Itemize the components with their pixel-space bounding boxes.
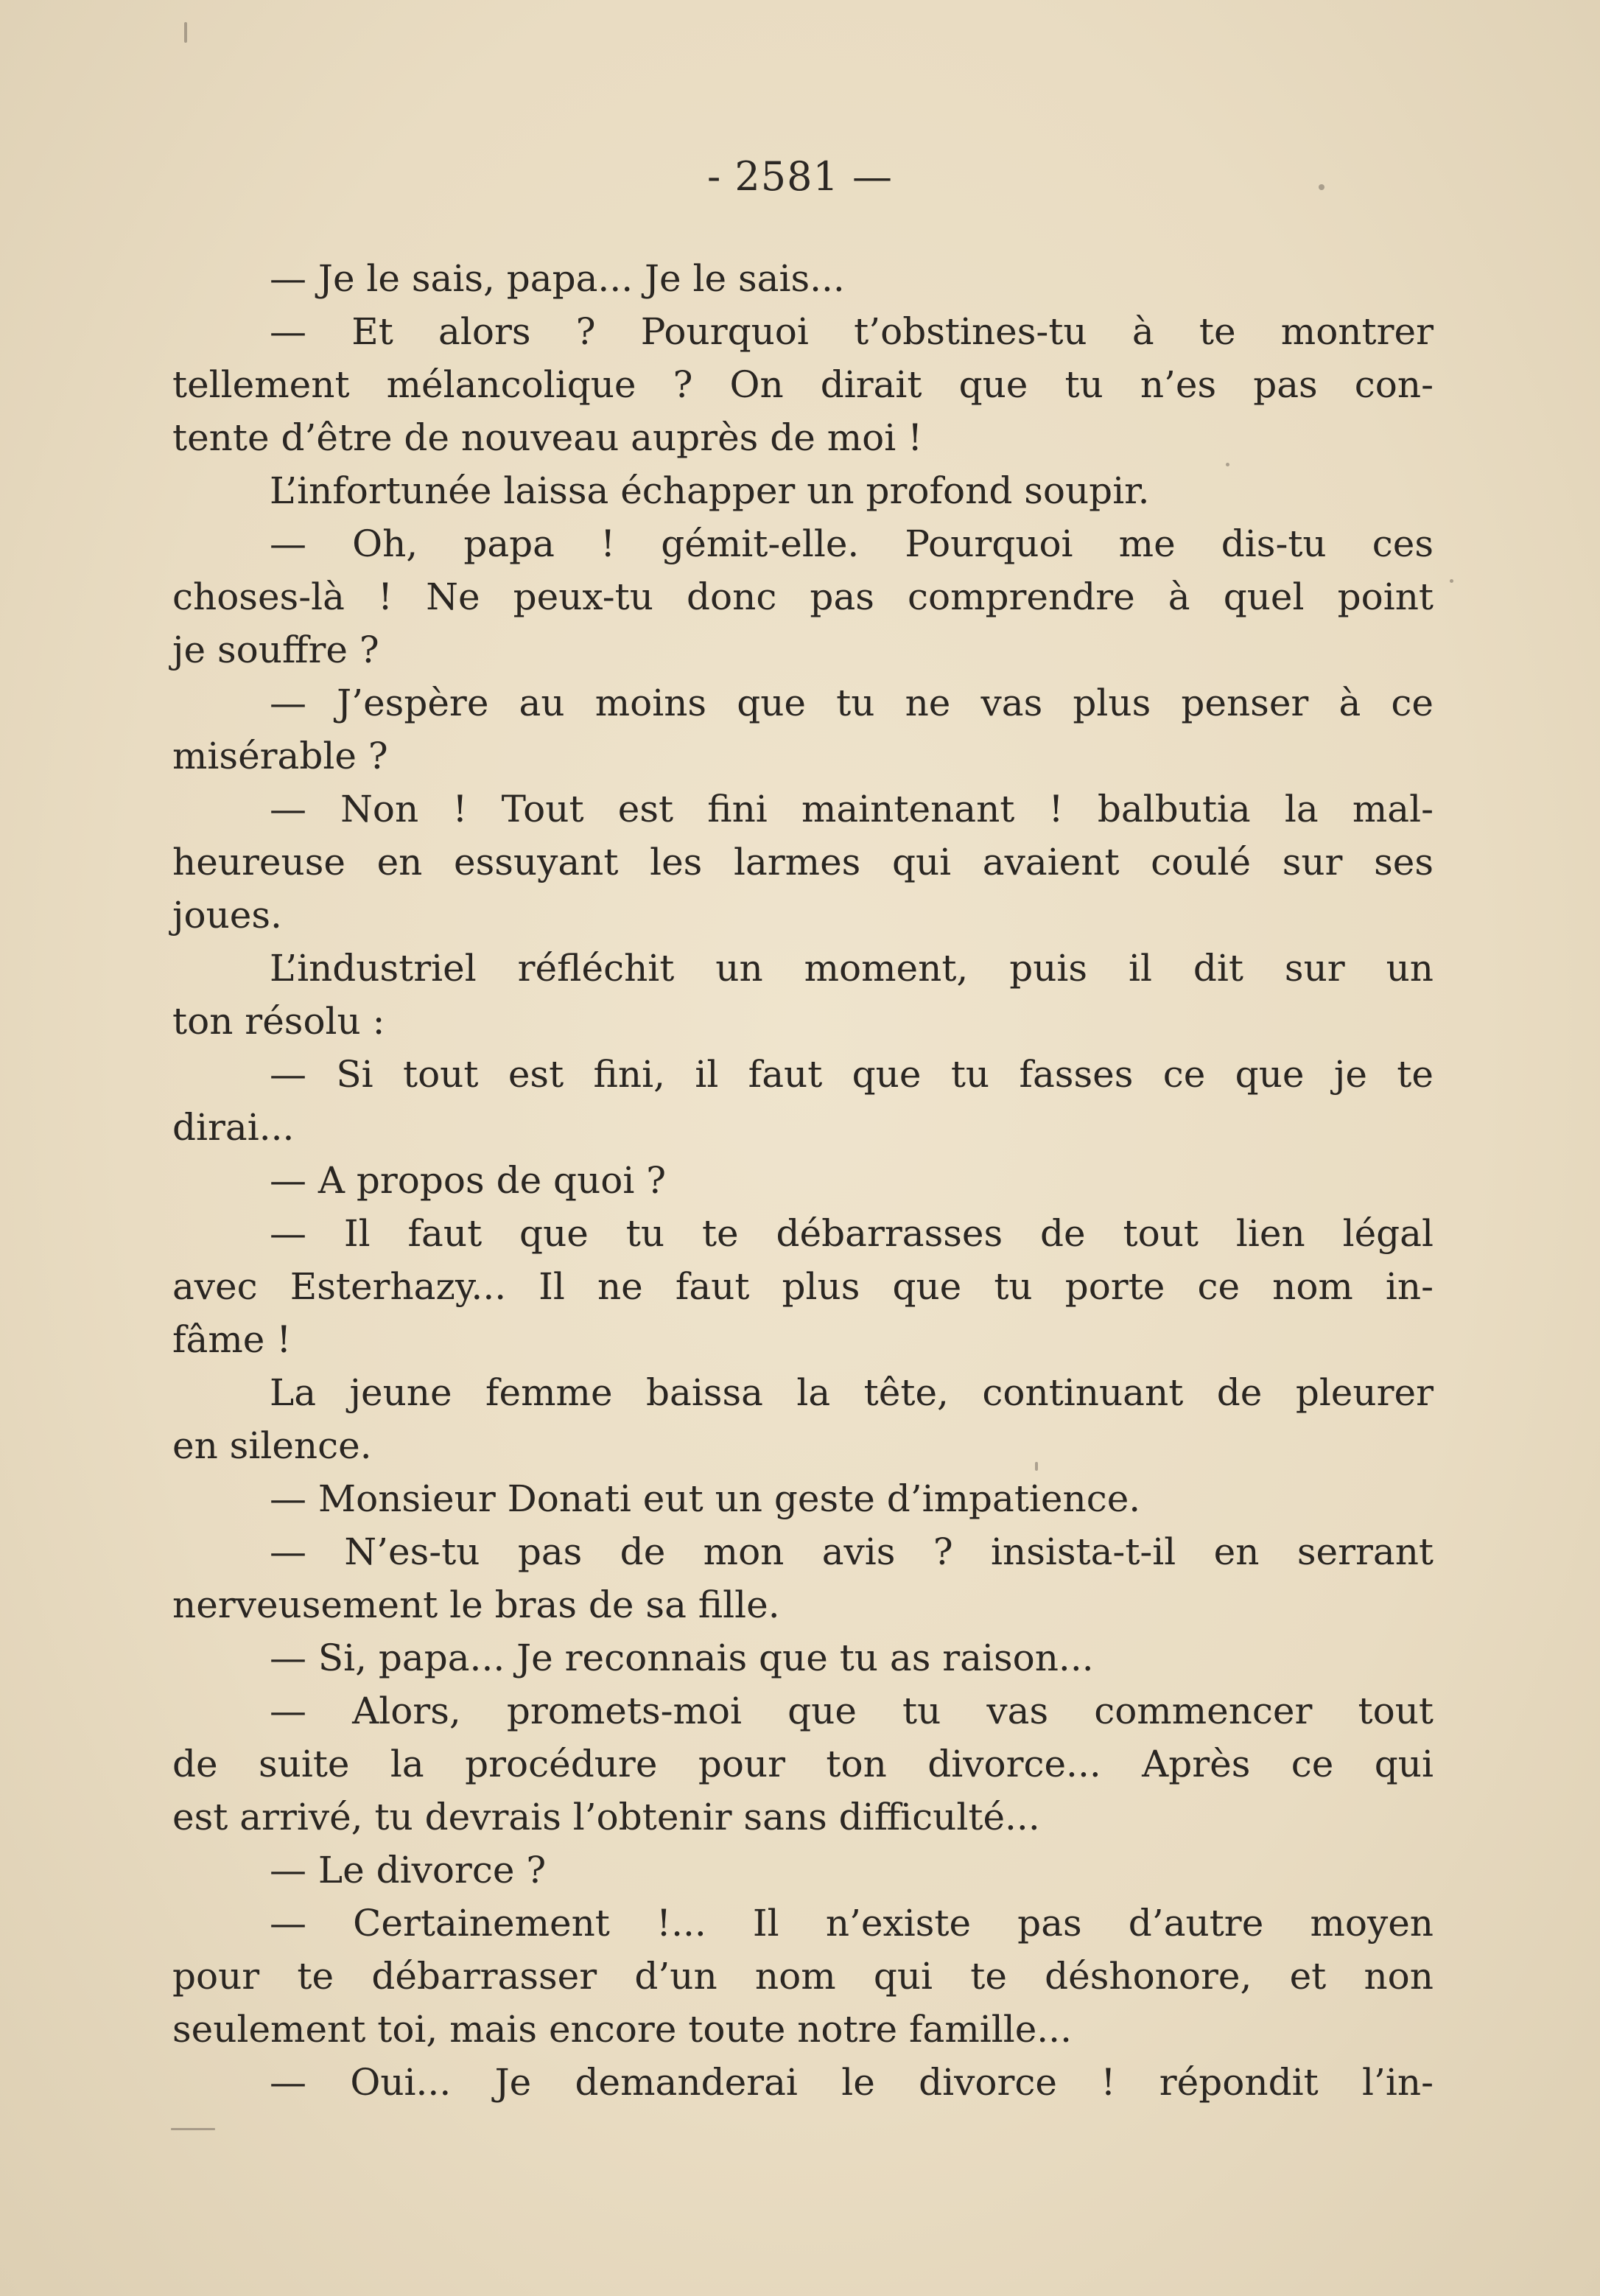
text-line: — N’es-tu pas de mon avis ? insista-t-il en serrant — [270, 1530, 1434, 1573]
text-line: — Monsieur Donati eut un geste d’impatience. — [270, 1477, 1141, 1520]
paper-speck — [1319, 184, 1324, 190]
text-line: tente d’être de nouveau auprès de moi ! — [172, 416, 923, 459]
text-line: — Et alors ? Pourquoi t’obstines-tu à te montrer — [270, 310, 1434, 353]
paper-speck — [171, 2128, 215, 2130]
text-line: — Certainement !... Il n’existe pas d’autre moyen — [270, 1902, 1434, 1945]
text-line: fâme ! — [172, 1318, 292, 1361]
text-line: L’industriel réfléchit un moment, puis il dit sur un — [270, 947, 1434, 990]
text-line: L’infortunée laissa échapper un profond soupir. — [270, 469, 1150, 512]
text-line: dirai... — [172, 1106, 295, 1149]
text-line: — Oh, papa ! gémit-elle. Pourquoi me dis-tu ces — [270, 522, 1434, 565]
text-line: nerveusement le bras de sa fille. — [172, 1583, 780, 1626]
text-line: — Oui... Je demanderai le divorce ! répondit l’in- — [270, 2061, 1434, 2104]
text-line: pour te débarrasser d’un nom qui te déshonore, et non — [172, 1955, 1434, 1998]
text-line: — Si tout est fini, il faut que tu fasses ce que je te — [270, 1053, 1434, 1096]
body-text — [172, 252, 1434, 2109]
text-line: choses-là ! Ne peux-tu donc pas comprendre à quel point — [172, 575, 1434, 618]
paper-speck — [1450, 579, 1453, 583]
paper-speck — [1035, 1462, 1038, 1471]
text-line: — Non ! Tout est fini maintenant ! balbutia la mal- — [270, 788, 1434, 830]
text-line: — Il faut que tu te débarrasses de tout lien légal — [270, 1212, 1434, 1255]
text-line: joues. — [172, 894, 282, 937]
text-line: — Le divorce ? — [270, 1849, 547, 1891]
text-line: — J’espère au moins que tu ne vas plus penser à ce — [270, 682, 1434, 724]
text-line: misérable ? — [172, 735, 388, 777]
text-line: en silence. — [172, 1424, 372, 1467]
text-line: est arrivé, tu devrais l’obtenir sans difficulté... — [172, 1796, 1040, 1838]
text-line: je souffre ? — [172, 629, 379, 671]
text-line: — Je le sais, papa... Je le sais... — [270, 257, 845, 300]
text-line: — Alors, promets-moi que tu vas commencer tout — [270, 1690, 1434, 1732]
text-line: heureuse en essuyant les larmes qui avaient coulé sur ses — [172, 841, 1434, 883]
text-line: tellement mélancolique ? On dirait que tu n’es pas con- — [172, 363, 1434, 406]
text-line: La jeune femme baissa la tête, continuant de pleurer — [270, 1371, 1434, 1414]
text-line: seulement toi, mais encore toute notre famille... — [172, 2008, 1072, 2051]
text-line: — Si, papa... Je reconnais que tu as raison... — [270, 1637, 1094, 1679]
page-number: - 2581 — — [706, 153, 893, 200]
text-line: ton résolu : — [172, 1000, 385, 1043]
text-line: de suite la procédure pour ton divorce... Après ce qui — [172, 1743, 1434, 1785]
text-line: — A propos de quoi ? — [270, 1159, 667, 1202]
paper-speck — [1226, 463, 1229, 466]
text-line: avec Esterhazy... Il ne faut plus que tu porte ce nom in- — [172, 1265, 1434, 1308]
paper-speck — [184, 22, 187, 43]
